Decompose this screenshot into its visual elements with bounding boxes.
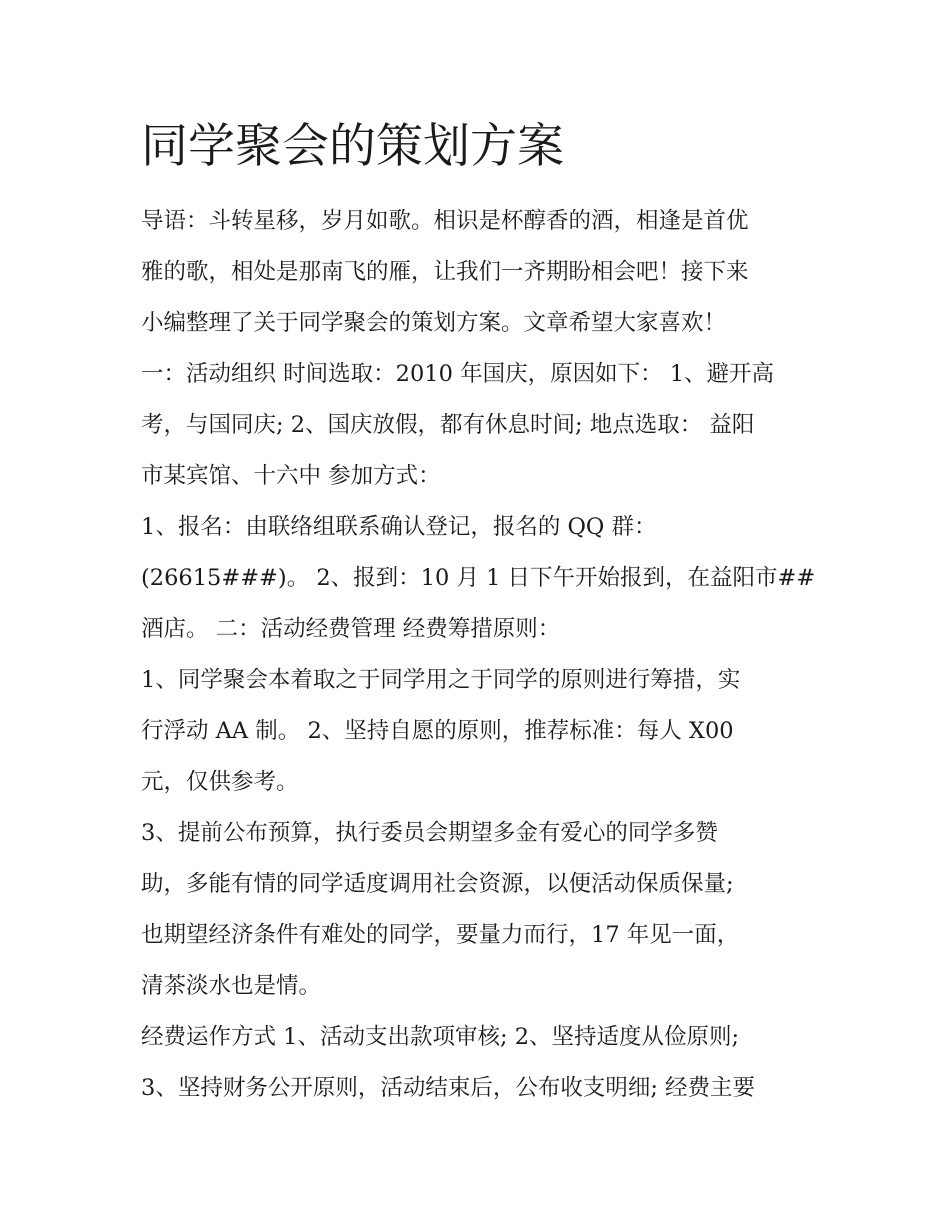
body-line: (26615###)。 2、报到：10 月 1 日下午开始报到，在益阳市## — [141, 565, 816, 591]
body-line: 一：活动组织 时间选取：2010 年国庆，原因如下： 1、避开高 — [141, 361, 775, 387]
document-body — [141, 196, 821, 1114]
body-line: 雅的歌，相处是那南飞的雁，让我们一齐期盼相会吧！接下来 — [141, 259, 749, 285]
body-line: 酒店。 二：活动经费管理 经费筹措原则： — [141, 616, 561, 642]
body-line: 市某宾馆、十六中 参加方式： — [141, 463, 441, 489]
body-line: 考，与国同庆; 2、国庆放假，都有休息时间; 地点选取： 益阳 — [141, 412, 755, 438]
body-line: 导语：斗转星移，岁月如歌。相识是杯醇香的酒，相逢是首优 — [141, 208, 749, 234]
body-line: 也期望经济条件有难处的同学，要量力而行，17 年见一面， — [141, 922, 740, 948]
body-line: 清茶淡水也是情。 — [141, 973, 322, 999]
document-title: 同学聚会的策划方案 — [141, 119, 564, 174]
body-line: 经费运作方式 1、活动支出款项审核; 2、坚持适度从俭原则; — [141, 1024, 740, 1050]
body-line: 3、提前公布预算，执行委员会期望多金有爱心的同学多赞 — [141, 820, 718, 846]
body-line: 3、坚持财务公开原则，活动结束后，公布收支明细; 经费主要 — [141, 1075, 756, 1101]
body-line: 小编整理了关于同学聚会的策划方案。文章希望大家喜欢！ — [141, 310, 727, 336]
body-line: 元，仅供参考。 — [141, 769, 299, 795]
body-line: 行浮动 AA 制。 2、坚持自愿的原则，推荐标准：每人 X00 — [141, 718, 734, 744]
body-line: 1、同学聚会本着取之于同学用之于同学的原则进行筹措，实 — [141, 667, 741, 693]
body-line: 1、报名：由联络组联系确认登记，报名的 QQ 群： — [141, 514, 657, 540]
body-line: 助，多能有情的同学适度调用社会资源，以便活动保质保量; — [141, 871, 734, 897]
